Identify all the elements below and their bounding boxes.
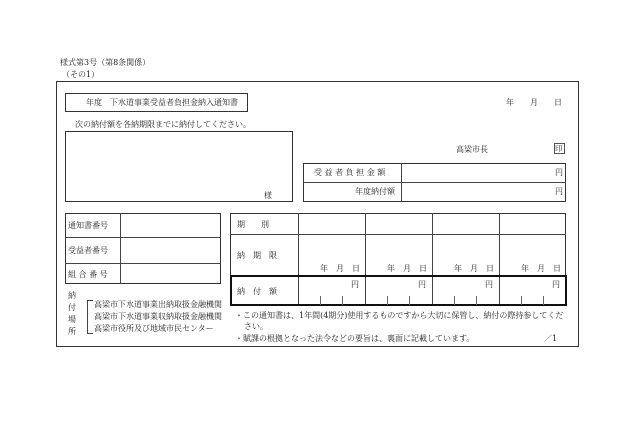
note-1: ・この通知書は、1年間(4期分)使用するものですから大切に保管し、納付の際持参してくだ bbox=[235, 311, 564, 320]
form-number: 様式第3号（第8条関係） bbox=[60, 58, 151, 67]
recipient-box bbox=[65, 131, 293, 202]
payment-place-1: 高梁市下水道事業出納取扱金融機関 bbox=[94, 300, 222, 309]
schedule-amount-label: 納 付 額 bbox=[237, 287, 277, 296]
amount-label-total: 受 益 者 負 担 金 額 bbox=[314, 168, 386, 177]
instruction-text: 次の納付額を各納期限までに納付してください。 bbox=[75, 120, 251, 129]
amount-unit-yearly: 円 bbox=[555, 187, 563, 196]
due-date-4: 年 月 日 bbox=[521, 264, 561, 273]
union-number-label: 組 合 番 号 bbox=[68, 270, 108, 279]
amount-unit-total: 円 bbox=[555, 168, 563, 177]
form-title: 年度 下水道事業受益者負担金納入通知書 bbox=[86, 98, 238, 107]
amount-label-yearly: 年度納付額 bbox=[355, 187, 395, 196]
payment-place-2: 高梁市下水道事業収納取扱金融機関 bbox=[94, 312, 222, 321]
payment-place-bracket bbox=[87, 300, 93, 334]
seal-text: 印 bbox=[555, 144, 563, 153]
beneficiary-number-label: 受益者番号 bbox=[68, 246, 108, 255]
page-count: ／1 bbox=[544, 334, 558, 343]
amount-unit-4: 円 bbox=[552, 280, 560, 289]
amount-unit-3: 円 bbox=[485, 280, 493, 289]
due-date-1: 年 月 日 bbox=[320, 264, 360, 273]
note-2: ・賦課の根拠となった法令などの要旨は、裏面に記載しています。 bbox=[235, 334, 475, 343]
note-1-cont: さい。 bbox=[244, 322, 268, 331]
schedule-due-label: 納 期 限 bbox=[237, 251, 277, 260]
due-date-2: 年 月 日 bbox=[387, 264, 427, 273]
form-sub-number: （その1） bbox=[62, 70, 100, 79]
recipient-suffix: 様 bbox=[264, 191, 272, 200]
payment-amount-row bbox=[230, 275, 567, 306]
amount-unit-1: 円 bbox=[351, 280, 359, 289]
issuer-name: 高梁市長 bbox=[456, 145, 488, 154]
payment-place-3: 高梁市役所及び地域市民センター bbox=[94, 324, 214, 333]
schedule-period-label: 期 別 bbox=[237, 220, 269, 229]
due-date-3: 年 月 日 bbox=[454, 264, 494, 273]
amount-unit-2: 円 bbox=[418, 280, 426, 289]
notice-number-label: 通知書番号 bbox=[68, 221, 108, 230]
issue-date: 年 月 日 bbox=[506, 98, 562, 107]
payment-place-label: 納付場所 bbox=[68, 291, 76, 336]
